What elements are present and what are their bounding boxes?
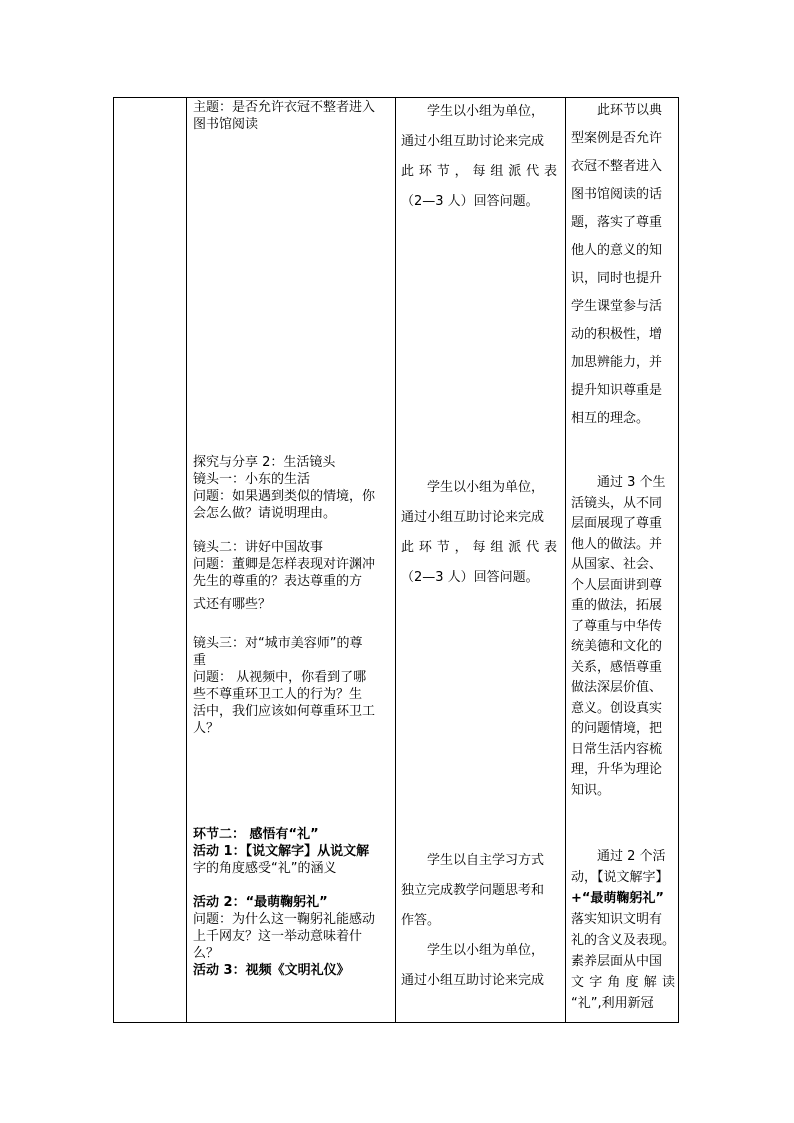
intent-line: 个人层面讲到尊 xyxy=(571,577,663,593)
intent-line: 型案例是否允许 xyxy=(571,131,663,146)
content-block-3 xyxy=(193,826,393,979)
intent-line: 文字角度解读 xyxy=(571,975,675,990)
shot2-question: 式还有哪些？ xyxy=(193,597,272,612)
content-line: 主题：是否允许衣冠不整者进入 xyxy=(193,100,376,115)
activity-2-question: 么？ xyxy=(193,946,220,961)
intent-line: 素养层面从中国 xyxy=(571,954,663,969)
intent-line: 层面展现了尊重 xyxy=(571,516,663,531)
intent-line: 从国家、社会、 xyxy=(571,557,663,572)
activity-2-question: 问题：为什么这一鞠躬礼能感动 xyxy=(193,912,376,927)
student-line: 通过小组互助讨论来完成 xyxy=(401,134,545,149)
intent-line: “礼”,利用新冠 xyxy=(571,996,654,1011)
intent-line: 学生课堂参与活 xyxy=(571,299,663,314)
design-intent-2 xyxy=(571,473,675,801)
student-line: （2—3 人）回答问题。 xyxy=(401,194,539,209)
activity-1: 活动 1：【说文解字】从说文解 xyxy=(193,844,370,859)
student-line: 此环节，每组派代表 xyxy=(401,164,557,179)
intent-line: 礼的含义及表现。 xyxy=(571,933,676,948)
table-border-right xyxy=(678,97,679,1023)
student-line: 学生以小组为单位， xyxy=(427,480,545,495)
intent-line: 统美德和文化的 xyxy=(571,639,663,654)
student-line: 学生以自主学习方式 xyxy=(427,853,545,868)
student-line: 通过小组互助讨论来完成 xyxy=(401,973,545,988)
shot3-title: 重 xyxy=(193,653,207,668)
activity-2-title: 活动 2：“最萌鞠躬礼” xyxy=(193,895,328,910)
activity-1: 字的角度感受“礼”的涵义 xyxy=(193,861,337,876)
student-line: （2—3 人）回答问题。 xyxy=(401,570,539,585)
shot1-question: 问题：如果遇到类似的情境，你 xyxy=(193,489,376,504)
intent-line: 落实知识文明有 xyxy=(571,912,663,927)
intent-line: 他人的意义的知 xyxy=(571,243,663,258)
shot3-title: 镜头三：对“城市美容师”的尊 xyxy=(193,636,363,651)
intent-line: 通过 2 个活 xyxy=(597,849,666,864)
inquiry-heading: 探究与分享 2：生活镜头 xyxy=(193,455,336,470)
intent-line: 此环节以典 xyxy=(597,103,663,118)
intent-line: 理，升华为理论 xyxy=(571,762,663,777)
intent-line: 关系，感悟尊重 xyxy=(571,659,663,675)
shot3-question: 活中，我们应该如何尊重环卫工 xyxy=(193,704,376,719)
column-divider-3 xyxy=(565,97,566,1023)
spacer xyxy=(193,877,393,894)
intent-line: 衣冠不整者进入 xyxy=(571,159,663,174)
student-activity-3 xyxy=(401,846,557,996)
student-line: 独立完成教学问题思考和 xyxy=(401,883,545,898)
student-activity-1 xyxy=(401,97,557,217)
table-border-bottom xyxy=(113,1022,679,1023)
intent-line: 活镜头，从不同 xyxy=(571,495,663,511)
content-block-1 xyxy=(193,99,393,133)
student-line: 作答。 xyxy=(401,913,441,928)
shot2-title: 镜头二：讲好中国故事 xyxy=(193,540,324,555)
activity-3: 活动 3：视频《文明礼仪》 xyxy=(193,963,350,978)
student-line: 通过小组互助讨论来完成 xyxy=(401,510,545,525)
intent-line: 相互的理念。 xyxy=(571,411,650,426)
intent-line: 提升知识尊重是 xyxy=(571,383,663,398)
content-line: 图书馆阅读 xyxy=(193,117,259,132)
shot2-question: 问题：董卿是怎样表现对许渊冲 xyxy=(193,557,376,572)
section-heading: 环节二： 感悟有“礼” xyxy=(193,827,319,842)
shot3-question: 些不尊重环卫工人的行为？生 xyxy=(193,687,363,702)
intent-line: 意义。创设真实 xyxy=(571,700,663,716)
intent-line: 日常生活内容梳 xyxy=(571,741,663,757)
student-line: 此环节，每组派代表 xyxy=(401,540,557,555)
shot1-question: 会怎么做？请说明理由。 xyxy=(193,506,337,521)
design-intent-3 xyxy=(571,846,675,1014)
intent-line: 了尊重与中华传 xyxy=(571,618,663,634)
spacer xyxy=(193,522,393,539)
intent-line: 动，【说文解字】 xyxy=(571,870,669,885)
content-block-2 xyxy=(193,454,393,737)
student-line: 学生以小组为单位， xyxy=(427,104,545,119)
column-divider-2 xyxy=(395,97,396,1023)
intent-line: 重的做法，拓展 xyxy=(571,598,663,613)
student-line: 学生以小组为单位， xyxy=(427,943,545,958)
intent-line: 加思辨能力，并 xyxy=(571,355,663,370)
shot3-question: 人？ xyxy=(193,721,220,736)
intent-line: +“最萌鞠躬礼” xyxy=(571,891,664,906)
shot1-title: 镜头一：小东的生活 xyxy=(193,472,311,487)
shot2-question: 先生的尊重的？表达尊重的方 xyxy=(193,574,363,589)
intent-line: 动的积极性，增 xyxy=(571,327,663,342)
table-border-left xyxy=(113,97,114,1023)
intent-line: 知识。 xyxy=(571,782,611,798)
design-intent-1 xyxy=(571,97,675,433)
intent-line: 题，落实了尊重 xyxy=(571,215,663,230)
intent-line: 识，同时也提升 xyxy=(571,271,663,286)
intent-line: 他人的做法。并 xyxy=(571,536,663,552)
column-divider-1 xyxy=(186,97,187,1023)
activity-2-question: 上千网友？这一举动意味着什 xyxy=(193,929,363,944)
student-activity-2 xyxy=(401,473,557,593)
intent-line: 做法深层价值、 xyxy=(571,680,663,695)
intent-line: 通过 3 个生 xyxy=(597,475,666,490)
shot3-question: 问题： 从视频中，你看到了哪 xyxy=(193,670,367,685)
intent-line: 的问题情境，把 xyxy=(571,721,663,736)
intent-line: 图书馆阅读的话 xyxy=(571,187,663,202)
